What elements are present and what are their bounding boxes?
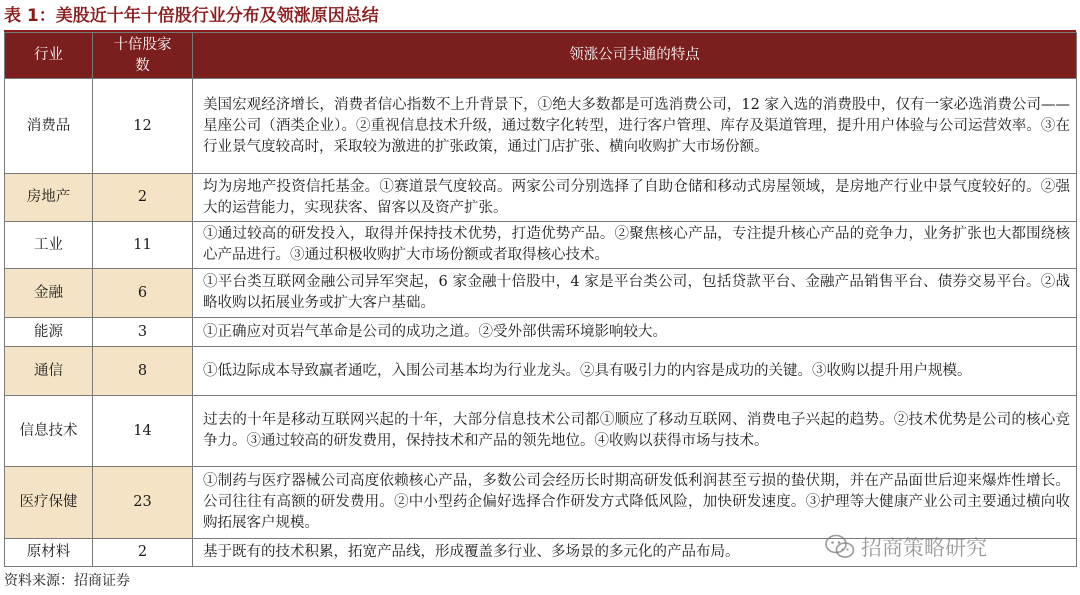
table-row [5,222,1077,269]
count-cell: 3 [93,318,193,347]
count-cell: 6 [93,269,193,318]
table-row [5,174,1077,222]
industry-cell: 能源 [5,318,93,347]
features-cell: ①制药与医疗器械公司高度依赖核心产品，多数公司会经历长时期高研发低利润甚至亏损的蛰伏期，并在产品面世后迎来爆炸性增长。公司往往有高额的研发费用。②中小型药企偏好选择合作研发方式降低风险，加快研发速度。③护理等大健康产业公司主要通过横向收购拓展客户规模。 [193,467,1077,539]
table-title: 表 1：美股近十年十倍股行业分布及领涨原因总结 [4,6,379,26]
table-row [5,467,1077,539]
wechat-icon [825,534,855,560]
count-cell: 14 [93,396,193,467]
industry-cell: 工业 [5,222,93,269]
features-cell: 基于既有的技术积累，拓宽产品线，形成覆盖多行业、多场景的多元化的产品布局。 [193,539,1077,567]
source-note: 资料来源：招商证券 [4,573,130,589]
table-row [5,318,1077,347]
industry-cell: 通信 [5,347,93,396]
count-cell: 8 [93,347,193,396]
watermark-text: 招商策略研究 [861,536,987,560]
watermark [825,532,987,562]
features-cell: ①通过较高的研发投入，取得并保持技术优势，打造优势产品。②聚焦核心产品，专注提升核心产品的竞争力，业务扩张也大都围绕核心产品进行。③通过积极收购扩大市场份额或者取得核心技术。 [193,222,1077,269]
features-cell: 美国宏观经济增长，消费者信心指数不上升背景下，①绝大多数都是可选消费公司，12 家入选的消费股中，仅有一家必选消费公司——星座公司（酒类企业）。②重视信息技术升级，通过数字化转型，进行客户管理、库存及渠道管理，提升用户体验与公司运营效率。③在行业景气度较高时，采取较为激进的扩张政策，通过门店扩张、横向收购扩大市场份额。 [193,79,1077,174]
header-count: 十倍股家数 [93,33,193,79]
table-row [5,79,1077,174]
industry-cell: 医疗保健 [5,467,93,539]
features-cell: 过去的十年是移动互联网兴起的十年，大部分信息技术公司都①顺应了移动互联网、消费电子兴起的趋势。②技术优势是公司的核心竞争力。③通过较高的研发费用，保持技术和产品的领先地位。④收购以获得市场与技术。 [193,396,1077,467]
industry-cell: 信息技术 [5,396,93,467]
count-cell: 2 [93,539,193,567]
table-row [5,396,1077,467]
features-cell: ①低边际成本导致赢者通吃，入围公司基本均为行业龙头。②具有吸引力的内容是成功的关键。③收购以提升用户规模。 [193,347,1077,396]
table-header-row [5,33,1077,79]
table-row [5,269,1077,318]
count-cell: 12 [93,79,193,174]
features-cell: ①平台类互联网金融公司异军突起，6 家金融十倍股中，4 家是平台类公司，包括贷款平台、金融产品销售平台、债券交易平台。②战略收购以拓展业务或扩大客户基础。 [193,269,1077,318]
table-row [5,347,1077,396]
industry-table [4,32,1077,567]
industry-cell: 金融 [5,269,93,318]
header-features: 领涨公司共通的特点 [193,33,1077,79]
industry-cell: 消费品 [5,79,93,174]
header-industry: 行业 [5,33,93,79]
count-cell: 23 [93,467,193,539]
industry-cell: 原材料 [5,539,93,567]
count-cell: 11 [93,222,193,269]
features-cell: ①正确应对页岩气革命是公司的成功之道。②受外部供需环境影响较大。 [193,318,1077,347]
industry-cell: 房地产 [5,174,93,222]
count-cell: 2 [93,174,193,222]
features-cell: 均为房地产投资信托基金。①赛道景气度较高。两家公司分别选择了自助仓储和移动式房屋领域，是房地产行业中景气度较好的。②强大的运营能力，实现获客、留客以及资产扩张。 [193,174,1077,222]
